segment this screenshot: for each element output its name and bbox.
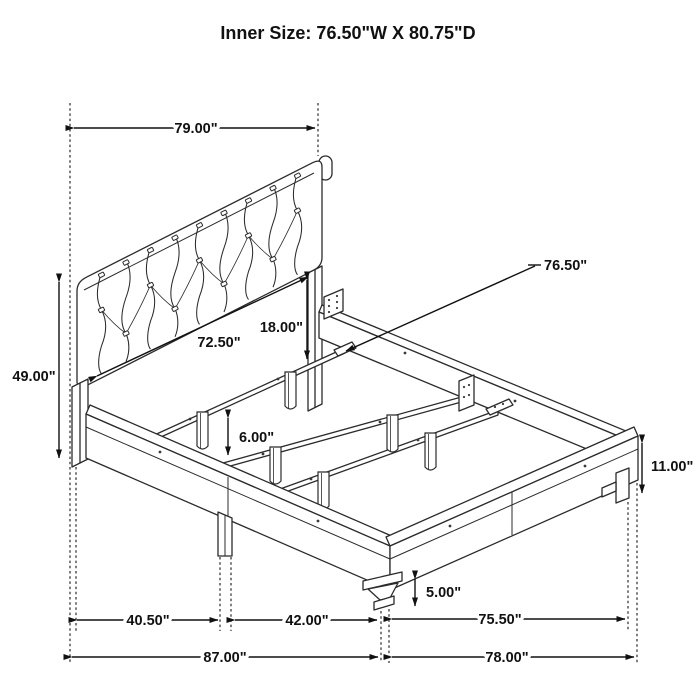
dim-label-76-50: 76.50" — [544, 258, 588, 274]
slat-leg — [387, 415, 398, 452]
dim-label-49: 49.00" — [12, 369, 56, 385]
headboard-panel — [77, 161, 322, 387]
bed-drawing — [72, 156, 638, 610]
dim-label-87: 87.00" — [203, 650, 247, 666]
dim-label-79: 79.00" — [174, 121, 218, 137]
dim-overall-left — [72, 650, 378, 666]
back-right-rail — [319, 305, 638, 469]
dim-label-6: 6.00" — [239, 430, 275, 446]
dim-side-rail-height — [642, 443, 693, 493]
dim-span-mid — [235, 613, 377, 629]
dim-label-5: 5.00" — [426, 585, 462, 601]
extension-lines — [70, 103, 637, 663]
front-rail — [386, 427, 638, 590]
diagram-title: Inner Size: 76.50"W X 80.75"D — [220, 23, 476, 43]
dim-span-right — [392, 612, 625, 628]
dim-foot-leg-height — [415, 579, 461, 606]
dim-headboard-height — [12, 282, 59, 458]
dim-label-18: 18.00" — [259, 320, 303, 336]
dim-label-72-50: 72.50" — [197, 335, 241, 351]
dim-label-42: 42.00" — [285, 613, 329, 629]
dim-span-left — [77, 613, 218, 629]
dim-label-75-50: 75.50" — [478, 612, 522, 628]
slat-leg — [197, 412, 208, 449]
left-frame-foot — [218, 512, 232, 556]
dim-label-78: 78.00" — [485, 650, 529, 666]
dim-overall-right — [392, 650, 634, 666]
dim-support-leg-height — [228, 418, 274, 455]
slat-leg — [285, 372, 296, 409]
slat-leg — [270, 447, 281, 484]
slat-leg — [425, 433, 436, 470]
dim-headboard-width — [74, 121, 315, 137]
dim-label-11: 11.00" — [651, 459, 694, 475]
dimension-annotations — [12, 121, 693, 666]
slat-leg — [318, 472, 329, 509]
dim-label-40-50: 40.50" — [126, 613, 170, 629]
